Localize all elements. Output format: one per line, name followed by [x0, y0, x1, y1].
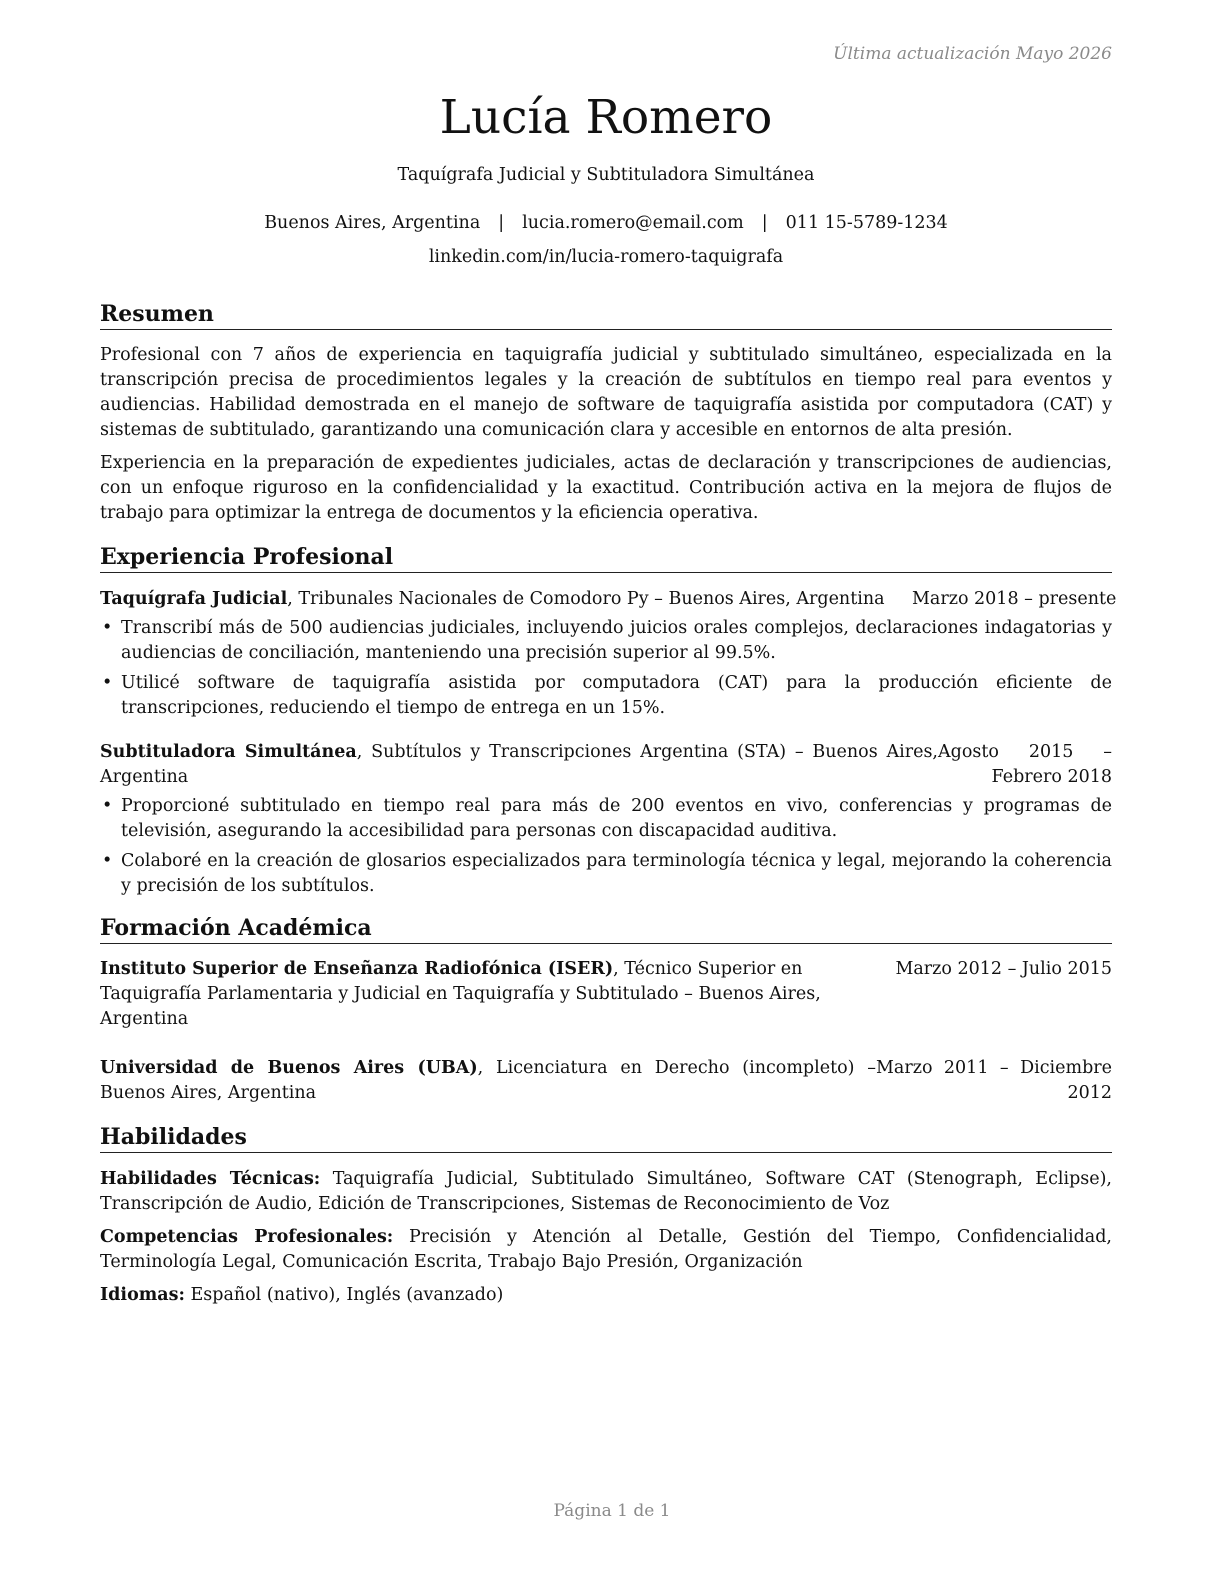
entry-dates: Marzo 2011 – Diciembre 2012	[876, 1058, 1112, 1103]
degree: , Licenciatura en Derecho (incompleto) – Buenos Aires, Argentina	[100, 1058, 876, 1103]
entry-institution	[100, 1056, 876, 1106]
skill-line	[100, 1225, 1112, 1275]
email-link[interactable]: lucia.romero@email.com	[522, 213, 744, 233]
list-item: • Colaboré en la creación de glosarios especializados para terminología técnica y legal, mejorando la coherencia y precisión de los subtítulos.	[100, 849, 1112, 899]
skill-label: Competencias Profesionales:	[100, 1227, 394, 1247]
section-title-summary: Resumen	[100, 300, 1112, 330]
section-title-experience: Experiencia Profesional	[100, 543, 1112, 573]
skill-text: Taquigrafía Judicial, Subtitulado Simultáneo, Software CAT (Stenograph, Eclipse), Transcripción de Audio, Edición de Transcripciones, Sistemas de Reconocimiento de Voz	[100, 1169, 1112, 1214]
section-title-skills: Habilidades	[100, 1123, 1112, 1153]
location: Buenos Aires, Argentina	[264, 213, 481, 233]
separator: |	[761, 213, 768, 233]
entry-header	[100, 1056, 1112, 1106]
degree: , Técnico Superior en Taquigrafía Parlamentaria y Judicial en Taquigrafía y Subtitulado – Buenos Aires, Argentina	[100, 959, 821, 1029]
entry-dates: Marzo 2012 – Julio 2015	[895, 959, 1112, 979]
entry-role	[100, 740, 938, 790]
skill-label: Habilidades Técnicas:	[100, 1169, 321, 1189]
entry-header	[100, 740, 1112, 790]
employer: , Tribunales Nacionales de Comodoro Py – Buenos Aires, Argentina	[287, 589, 885, 609]
entry-dates: Marzo 2018 – presente	[912, 589, 1117, 609]
list-item: • Transcribí más de 500 audiencias judiciales, incluyendo juicios orales complejos, declaraciones indagatorias y audiencias de conciliación, manteniendo una precisión superior al 99.5%.	[100, 616, 1112, 666]
job-title: Subtituladora Simultánea	[100, 742, 357, 762]
entry-header	[100, 957, 1112, 1032]
skill-label: Idiomas:	[100, 1285, 185, 1305]
entry-dates: Agosto 2015 – Febrero 2018	[938, 742, 1112, 787]
education-entry	[100, 957, 1112, 1032]
candidate-title: Taquígrafa Judicial y Subtituladora Simultánea	[397, 165, 815, 185]
section-title-education: Formación Académica	[100, 914, 1112, 944]
achievement-list	[100, 616, 1112, 721]
education-entry	[100, 1056, 1112, 1106]
summary-paragraph: Profesional con 7 años de experiencia en taquigrafía judicial y subtitulado simultáneo, especializada en la transcripción precisa de procedimientos legales y la creación de subtítulos en tiempo real para eventos y audiencias. Habilidad demostrada en el manejo de software de taquigrafía asistida por computadora (CAT) y sistemas de subtitulado, garantizando una comunicación clara y accesible en entornos de alta presión.	[100, 345, 1112, 440]
job-title: Taquígrafa Judicial	[100, 589, 288, 609]
employer: , Subtítulos y Transcripciones Argentina (STA) – Buenos Aires, Argentina	[100, 742, 938, 787]
entry-role	[100, 587, 912, 612]
candidate-name: Lucía Romero	[439, 90, 773, 145]
experience-entry	[100, 587, 1117, 721]
resume-content	[100, 0, 1117, 1308]
skill-text: Precisión y Atención al Detalle, Gestión del Tiempo, Confidencialidad, Terminología Legal, Comunicación Escrita, Trabajo Bajo Presión, Organización	[100, 1227, 1112, 1272]
page-number: Página 1 de 1	[553, 1501, 671, 1521]
experience-entry	[100, 740, 1112, 899]
last-updated: Última actualización Mayo 2026	[833, 44, 1112, 64]
list-item: • Utilicé software de taquigrafía asistida por computadora (CAT) para la producción eficiente de transcripciones, reduciendo el tiempo de entrega en un 15%.	[100, 671, 1112, 721]
entry-institution	[100, 957, 886, 1032]
summary-paragraph: Experiencia en la preparación de expedientes judiciales, actas de declaración y transcripciones de audiencias, con un enfoque riguroso en la confidencialidad y la exactitud. Contribución activa en la mejora de flujos de trabajo para optimizar la entrega de documentos y la eficiencia operativa.	[100, 453, 1112, 523]
phone: 011 15-5789-1234	[785, 213, 948, 233]
school-name: Instituto Superior de Enseñanza Radiofónica (ISER)	[100, 959, 614, 979]
entry-header	[100, 587, 1117, 612]
linkedin-link[interactable]: linkedin.com/in/lucia-romero-taquigrafa	[428, 247, 784, 267]
separator: |	[498, 213, 505, 233]
list-item: • Proporcioné subtitulado en tiempo real para más de 200 eventos en vivo, conferencias y programas de televisión, asegurando la accesibilidad para personas con discapacidad auditiva.	[100, 794, 1112, 844]
school-name: Universidad de Buenos Aires (UBA)	[100, 1058, 478, 1078]
skill-line	[100, 1167, 1112, 1217]
contact-line	[100, 210, 1112, 236]
skill-line	[100, 1283, 1112, 1308]
achievement-list	[100, 794, 1112, 899]
skill-text: Español (nativo), Inglés (avanzado)	[184, 1285, 504, 1305]
